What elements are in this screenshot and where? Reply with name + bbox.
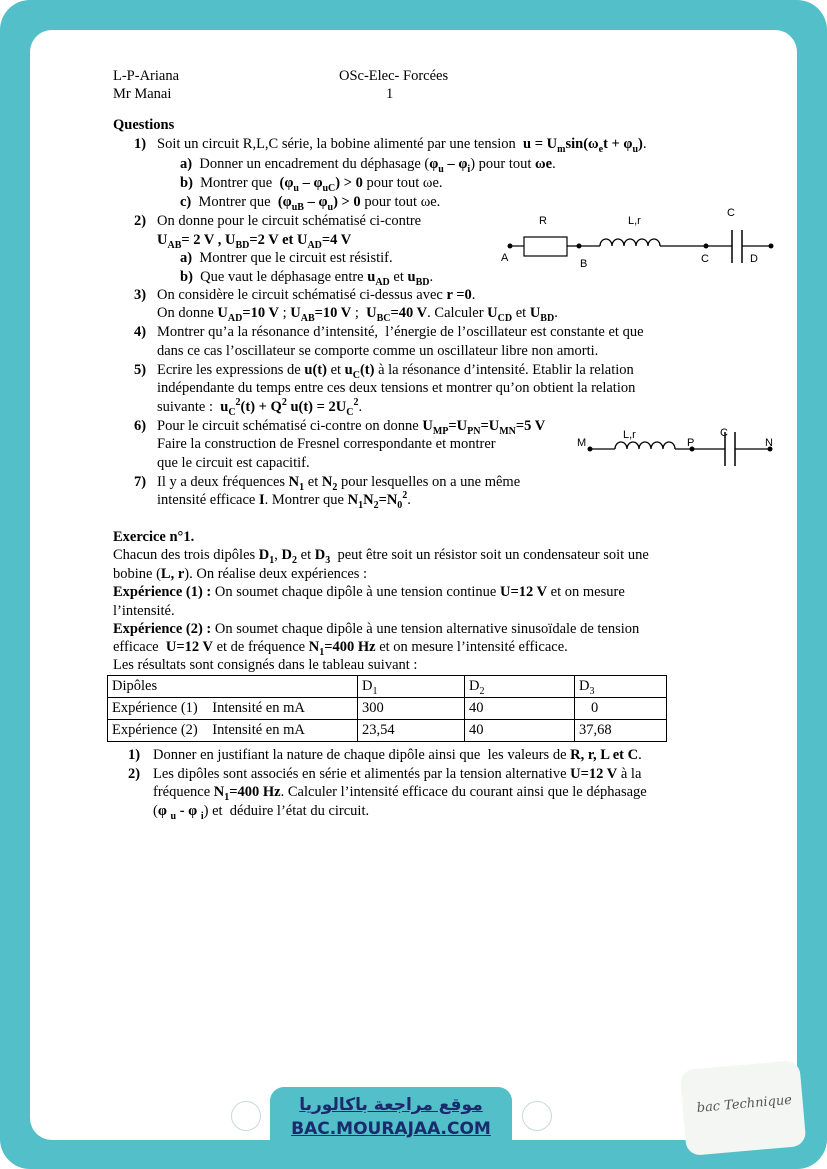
bac-technique-stamp [679, 1060, 806, 1156]
cell-value: 40 [465, 698, 575, 720]
q6-number: 6) [134, 418, 147, 434]
cell-value: 0 [575, 698, 667, 720]
header-dipoles: Dipôles [108, 676, 358, 698]
ex-q2-number: 2) [128, 766, 141, 782]
table-header-row [108, 676, 667, 698]
header-teacher: Mr Manai [113, 86, 172, 102]
questions-title: Questions [113, 117, 175, 133]
ex-q1-text: Donner en justifiant la nature de chaque dipôle ainsi que les valeurs de R, r, L et C. [153, 747, 642, 763]
cell-value: 23,54 [358, 720, 465, 742]
lc-circuit-diagram [575, 420, 785, 470]
stamp-text: bac Technique [696, 1092, 793, 1116]
label-b: B [580, 258, 588, 270]
q4-number: 4) [134, 324, 147, 340]
experience-2-2: efficace U=12 V et de fréquence $N_1=400$ Hz et on mesure l’intensité efficace. [113, 639, 568, 658]
experience-1: Expérience (1) : On soumet chaque dipôle à une tension continue U=12 V et on mesure [113, 584, 625, 600]
table-intro: Les résultats sont consignés dans le tableau suivant : [113, 657, 418, 673]
q6-text-2: Faire la construction de Fresnel correspondante et montrer [157, 436, 496, 452]
cell-value: 37,68 [575, 720, 667, 742]
inductor-symbol [600, 239, 660, 246]
q4-text-2: dans ce cas l’oscillateur se comporte comme un oscillateur libre non amorti. [157, 343, 599, 359]
header-school: L-P-Ariana [113, 68, 180, 84]
exercise-intro: Chacun des trois dipôles $D_1$, $D_2$ et $D_3$ peut être soit un résistor soit un condensateur soit une [113, 547, 649, 566]
row-label: Expérience (1) Intensité en mA [108, 698, 358, 720]
ex-q2-text-2: fréquence $N_1=400$ Hz. Calculer l’intensité efficace du courant ainsi que le déphasage [153, 784, 647, 803]
label-p: P [687, 437, 695, 449]
q7-text: Il y a deux fréquences $N_1$ et $N_2$ pour lesquelles on a une même [157, 474, 521, 493]
experience-1-2: l’intensité. [113, 603, 175, 619]
table-row [108, 698, 667, 720]
q5-text-2: indépendante du temps entre ces deux tensions et montrer qu’on obtient la relation [157, 380, 636, 396]
ex-q1-number: 1) [128, 747, 141, 763]
experience-2: Expérience (2) : On soumet chaque dipôle à une tension alternative sinusoïdale de tension [113, 621, 640, 637]
footer-site-name[interactable]: موقع مراجعة باكالوريا [299, 1095, 483, 1115]
q1b-text: b) Montrer que $(\varphi_u - \varphi_{uC}) > 0$ pour tout ωe. [180, 175, 443, 194]
q2-values: $U_{AB}= 2$ V , $U_{BD}=2$ V et $U_{AD}=4$ V [157, 232, 352, 251]
q1-number: 1) [134, 136, 147, 152]
label-a: A [501, 252, 509, 264]
header-subject: OSc-Elec- Forcées [339, 68, 449, 84]
q2-text: On donne pour le circuit schématisé ci-contre [157, 213, 422, 229]
node-c [704, 244, 709, 249]
results-table [107, 675, 667, 742]
q5-number: 5) [134, 362, 147, 378]
ex-q2-text: Les dipôles sont associés en série et alimentés par la tension alternative U=12 V à la [153, 766, 642, 782]
q2-number: 2) [134, 213, 147, 229]
label-lr: L,r [628, 215, 641, 227]
label-lr-2: L,r [623, 429, 636, 441]
q2a-text: a) Montrer que le circuit est résistif. [180, 250, 393, 266]
q3-text-2: On donne $U_{AD}=10$ V ; $U_{AB}=10$ V ; $U_{BC}=40$ V. Calculer $U_{CD}$ et $U_{BD}$. [157, 305, 558, 324]
header-page-number: 1 [386, 86, 394, 102]
site-logo-icon [522, 1101, 552, 1131]
label-d: D [750, 253, 758, 265]
site-logo-icon [231, 1101, 261, 1131]
q6-text: Pour le circuit schématisé ci-contre on donne $U_{MP}=U_{PN}=U_{MN}=5$ V [157, 418, 546, 437]
exercise-intro-2: bobine (L, r). On réalise deux expériences : [113, 566, 368, 582]
label-r: R [539, 215, 547, 227]
header-d2: $D_2$ [465, 676, 575, 698]
footer-banner[interactable] [270, 1087, 512, 1154]
row-label: Expérience (2) Intensité en mA [108, 720, 358, 742]
node-a [508, 244, 513, 249]
q7-number: 7) [134, 474, 147, 490]
footer-site-url[interactable]: BAC.MOURAJAA.COM [291, 1119, 491, 1139]
header-d3: $D_3$ [575, 676, 667, 698]
label-c-node: C [701, 253, 709, 265]
q1c-text: c) Montrer que $(\varphi_{uB} - \varphi_u) > 0$ pour tout ωe. [180, 194, 441, 213]
q1a-text: a) Donner un encadrement du déphasage $(\varphi_u - \varphi_i)$ pour tout ωe. [180, 156, 556, 175]
node-m [588, 447, 593, 452]
table-row [108, 720, 667, 742]
q6-text-3: que le circuit est capacitif. [157, 455, 310, 471]
rlc-circuit-diagram [496, 200, 786, 275]
label-m: M [577, 437, 587, 449]
resistor-symbol [524, 237, 567, 256]
node-d [769, 244, 774, 249]
ex-q2-text-3: (φ $_u$ - φ $_i$) et déduire l’état du circuit. [153, 803, 370, 822]
q3-text: On considère le circuit schématisé ci-dessus avec r =0. [157, 287, 476, 303]
cell-value: 300 [358, 698, 465, 720]
q7-text-2: intensité efficace I. Montrer que $N_1N_2=N_0^2$. [157, 490, 411, 511]
node-b [577, 244, 582, 249]
label-c-capacitor: C [727, 207, 735, 219]
q5-text-3: suivante : $u_C^2(t) + Q^2$ $u(t) = 2U_C^2$. [157, 397, 363, 418]
q4-text: Montrer qu’a la résonance d’intensité, l’énergie de l’oscillateur est constante et que [157, 324, 644, 340]
label-c-2: C [720, 427, 728, 439]
q5-text: Ecrire les expressions de u(t) et $u_C(t)$ à la résonance d’intensité. Etablir la relation [157, 362, 634, 381]
exercise-title: Exercice n°1. [113, 529, 195, 545]
inductor-symbol-2 [615, 442, 675, 449]
label-n: N [765, 437, 773, 449]
q1-text: Soit un circuit R,L,C série, la bobine alimenté par une tension $u = U_m\sin(\omega_et + \varphi_u)$. [157, 136, 647, 155]
cell-value: 40 [465, 720, 575, 742]
header-d1: $D_1$ [358, 676, 465, 698]
q2b-text: b) Que vaut le déphasage entre $u_{AD}$ et $u_{BD}$. [180, 269, 434, 288]
q3-number: 3) [134, 287, 147, 303]
